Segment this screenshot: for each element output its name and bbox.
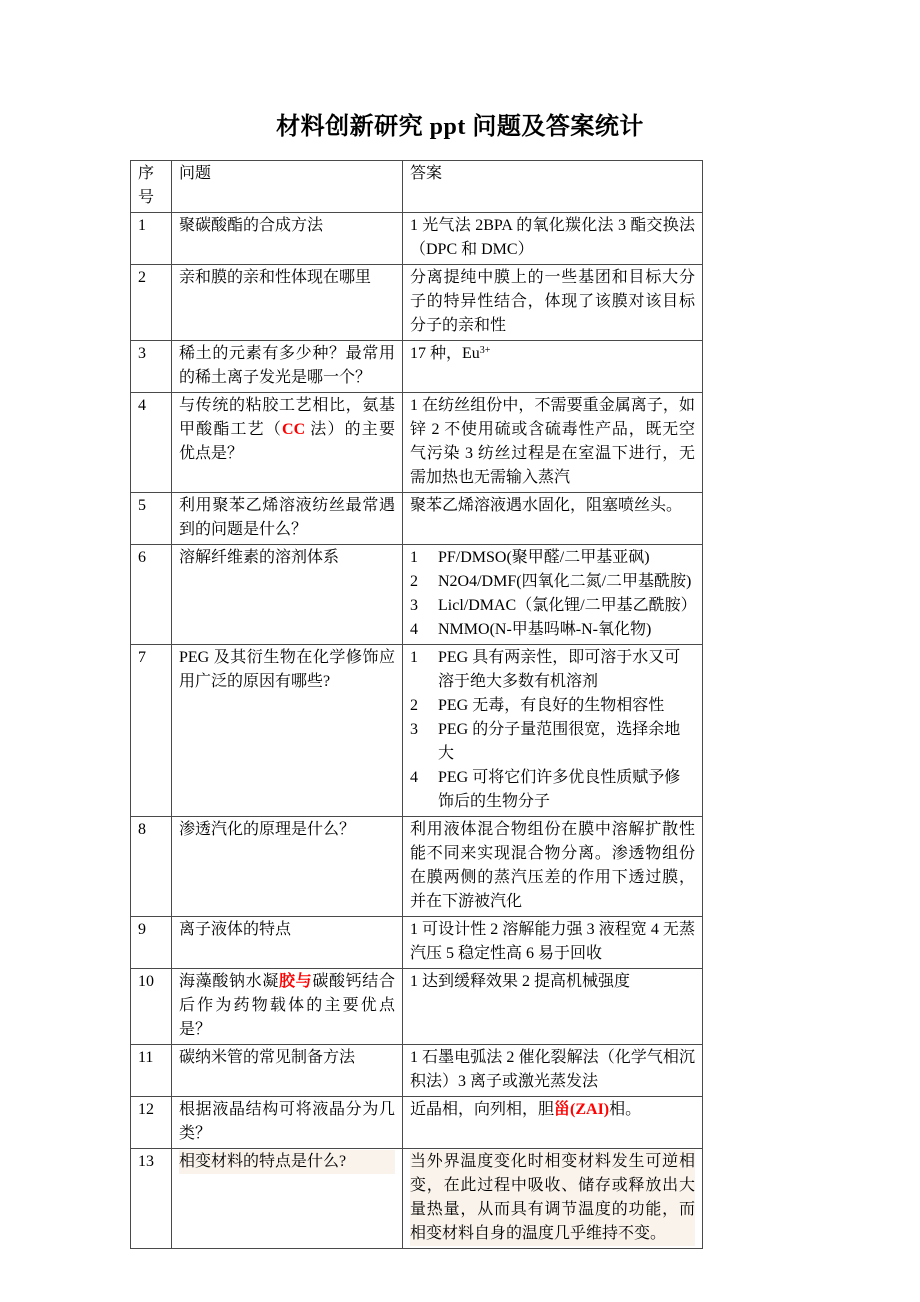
question-cell	[172, 393, 403, 493]
row-number-cell: 4	[131, 393, 172, 493]
question-text	[179, 1046, 395, 1070]
answer-list-item	[410, 718, 695, 766]
answer-cell	[403, 1045, 703, 1097]
text-run: 1 可设计性 2 溶解能力强 3 液程宽 4 无蒸汽压 5 稳定性高 6 易于回收	[410, 921, 695, 962]
table-row	[131, 817, 703, 917]
table-row	[131, 969, 703, 1045]
question-text	[179, 1098, 395, 1146]
answer-cell	[403, 917, 703, 969]
text-run: 近晶相，向列相，胆	[410, 1101, 555, 1118]
list-item-number: 2	[410, 573, 418, 590]
red-text: 甾(ZAI)	[554, 1101, 610, 1118]
text-run: 17 种，Eu	[410, 345, 480, 362]
row-number-cell: 6	[131, 545, 172, 645]
answer-text	[410, 494, 695, 518]
answer-cell	[403, 1149, 703, 1249]
list-item-number: 1	[410, 649, 418, 666]
answer-text	[410, 1150, 695, 1246]
column-header: 问题	[172, 161, 403, 213]
answer-text	[410, 342, 695, 366]
answer-list-item	[410, 766, 695, 814]
list-item-text	[438, 594, 695, 618]
text-run: PF/DMSO(聚甲醛/二甲基亚砜)	[438, 549, 650, 566]
column-header: 答案	[403, 161, 703, 213]
question-text	[179, 970, 395, 1042]
list-item-text	[438, 718, 695, 766]
text-run: 1 石墨电弧法 2 催化裂解法（化学气相沉积法）3 离子或激光蒸发法	[410, 1049, 695, 1090]
text-run: 与传统的粘胶工艺相比，氨基甲酸酯工艺（	[179, 397, 395, 438]
row-number-cell: 5	[131, 493, 172, 545]
answer-cell	[403, 1097, 703, 1149]
answer-text	[410, 818, 695, 914]
table-row	[131, 1149, 703, 1249]
column-header: 序号	[131, 161, 172, 213]
text-run: 稀土的元素有多少种？最常用的稀土离子发光是哪一个？	[179, 345, 395, 386]
answer-text	[410, 1046, 695, 1094]
answer-cell	[403, 545, 703, 645]
table-row	[131, 213, 703, 265]
question-cell	[172, 645, 403, 817]
text-run: 渗透汽化的原理是什么？	[179, 821, 356, 838]
question-cell	[172, 1149, 403, 1249]
header-row	[131, 161, 703, 213]
document-title: 材料创新研究 ppt 问题及答案统计	[276, 114, 644, 140]
answer-cell	[403, 645, 703, 817]
answer-text	[410, 266, 695, 338]
answer-list-item	[410, 594, 695, 618]
text-run: 利用液体混合物组份在膜中溶解扩散性能不同来实现混合物分离。渗透物组份在膜两侧的蒸汽压差的作用下透过膜，并在下游被汽化	[410, 821, 695, 910]
question-cell	[172, 213, 403, 265]
question-text	[179, 266, 395, 290]
text-run: 碳酸钙结合后作为药物载体的主要优点是？	[179, 973, 395, 1038]
table-row	[131, 493, 703, 545]
text-run: 根据液晶结构可将液晶分为几类？	[179, 1101, 395, 1142]
question-text	[179, 546, 395, 570]
text-run: 1 在纺丝组份中，不需要重金属离子，如锌 2 不使用硫或含硫毒性产品，既无空气污染 3 纺丝过程是在室温下进行，无需加热也无需输入蒸汽	[410, 397, 695, 486]
answer-cell	[403, 393, 703, 493]
question-text	[179, 918, 395, 942]
list-item-number: 4	[410, 769, 418, 786]
row-number-cell: 12	[131, 1097, 172, 1149]
row-number-cell: 2	[131, 265, 172, 341]
red-text: CC	[282, 421, 306, 438]
question-text	[179, 818, 395, 842]
text-run: PEG 及其衍生物在化学修饰应用广泛的原因有哪些?	[179, 649, 395, 690]
text-run: 海藻酸钠水凝	[179, 973, 279, 990]
row-number-cell: 1	[131, 213, 172, 265]
text-run: N2O4/DMF(四氧化二氮/二甲基酰胺)	[438, 573, 692, 590]
list-item-text	[438, 694, 695, 718]
text-run: 溶解纤维素的溶剂体系	[179, 549, 340, 566]
question-cell	[172, 969, 403, 1045]
question-cell	[172, 917, 403, 969]
text-run: 相变材料的特点是什么?	[179, 1153, 347, 1170]
text-run: PEG 具有两亲性，即可溶于水又可溶于绝大多数有机溶剂	[438, 649, 681, 690]
answer-list-item	[410, 546, 695, 570]
answer-list-item	[410, 694, 695, 718]
question-cell	[172, 545, 403, 645]
question-text	[179, 342, 395, 390]
answer-cell	[403, 213, 703, 265]
row-number-cell: 10	[131, 969, 172, 1045]
question-text	[179, 494, 395, 542]
text-run: 法）的主要优点是？	[179, 421, 395, 462]
text-run: 相。	[609, 1101, 642, 1118]
list-item-number: 2	[410, 697, 418, 714]
question-cell	[172, 1045, 403, 1097]
table-row	[131, 341, 703, 393]
table-row	[131, 917, 703, 969]
row-number-cell: 13	[131, 1149, 172, 1249]
answer-list-item	[410, 646, 695, 694]
text-run: 碳纳米管的常见制备方法	[179, 1049, 356, 1066]
text-run: 1 光气法 2BPA 的氧化羰化法 3 酯交换法（DPC 和 DMC）	[410, 217, 695, 258]
list-item-text	[438, 618, 695, 642]
table-row	[131, 545, 703, 645]
red-text: 胶与	[278, 973, 313, 990]
list-item-number: 3	[410, 597, 418, 614]
answer-text	[410, 1098, 695, 1122]
list-item-number: 1	[410, 549, 418, 566]
row-number-cell: 7	[131, 645, 172, 817]
answer-cell	[403, 341, 703, 393]
text-run: PEG 可将它们许多优良性质赋予修饰后的生物分子	[438, 769, 681, 810]
question-cell	[172, 341, 403, 393]
table-row	[131, 1045, 703, 1097]
question-text	[179, 646, 395, 694]
table-row	[131, 645, 703, 817]
text-run: 当外界温度变化时相变材料发生可逆相变，在此过程中吸收、储存或释放出大量热量，从而具有调节温度的功能，而相变材料自身的温度几乎维持不变。	[410, 1153, 695, 1242]
question-text	[179, 214, 395, 238]
list-item-number: 4	[410, 621, 418, 638]
table-row	[131, 265, 703, 341]
row-number-cell: 8	[131, 817, 172, 917]
list-item-text	[438, 546, 695, 570]
table-row	[131, 1097, 703, 1149]
table-row	[131, 393, 703, 493]
qa-table-header	[131, 161, 703, 213]
question-cell	[172, 817, 403, 917]
answer-cell	[403, 493, 703, 545]
text-run: PEG 无毒，有良好的生物相容性	[438, 697, 665, 714]
text-run: 离子液体的特点	[179, 921, 292, 938]
answer-text	[410, 918, 695, 966]
question-text	[179, 1150, 395, 1174]
text-run: 利用聚苯乙烯溶液纺丝最常遇到的问题是什么？	[179, 497, 395, 538]
text-run: 聚苯乙烯溶液遇水固化，阻塞喷丝头。	[410, 497, 683, 514]
answer-text	[410, 970, 695, 994]
row-number-cell: 3	[131, 341, 172, 393]
answer-list-item	[410, 570, 695, 594]
row-number-cell: 9	[131, 917, 172, 969]
answer-cell	[403, 969, 703, 1045]
answer-cell	[403, 265, 703, 341]
text-run: PEG 的分子量范围很宽，选择余地大	[438, 721, 681, 762]
text-run: NMMO(N-甲基吗啉-N-氧化物)	[438, 621, 652, 638]
answer-text	[410, 214, 695, 262]
list-item-text	[438, 646, 695, 694]
text-run: 亲和膜的亲和性体现在哪里	[179, 269, 372, 286]
answer-text	[410, 394, 695, 490]
list-item-text	[438, 570, 695, 594]
question-cell	[172, 493, 403, 545]
qa-table	[130, 160, 703, 1249]
question-text	[179, 394, 395, 466]
answer-cell	[403, 817, 703, 917]
qa-table-body	[131, 213, 703, 1249]
text-run: 聚碳酸酯的合成方法	[179, 217, 324, 234]
text-run: 分离提纯中膜上的一些基团和目标大分子的特异性结合，体现了该膜对该目标分子的亲和性	[410, 269, 695, 334]
list-item-number: 3	[410, 721, 418, 738]
question-cell	[172, 265, 403, 341]
row-number-cell: 11	[131, 1045, 172, 1097]
text-run: Licl/DMAC（氯化锂/二甲基乙酰胺）	[438, 597, 697, 614]
answer-list-item	[410, 618, 695, 642]
superscript-text: 3+	[479, 345, 491, 356]
list-item-text	[438, 766, 695, 814]
question-cell	[172, 1097, 403, 1149]
text-run: 1 达到缓释效果 2 提高机械强度	[410, 973, 631, 990]
